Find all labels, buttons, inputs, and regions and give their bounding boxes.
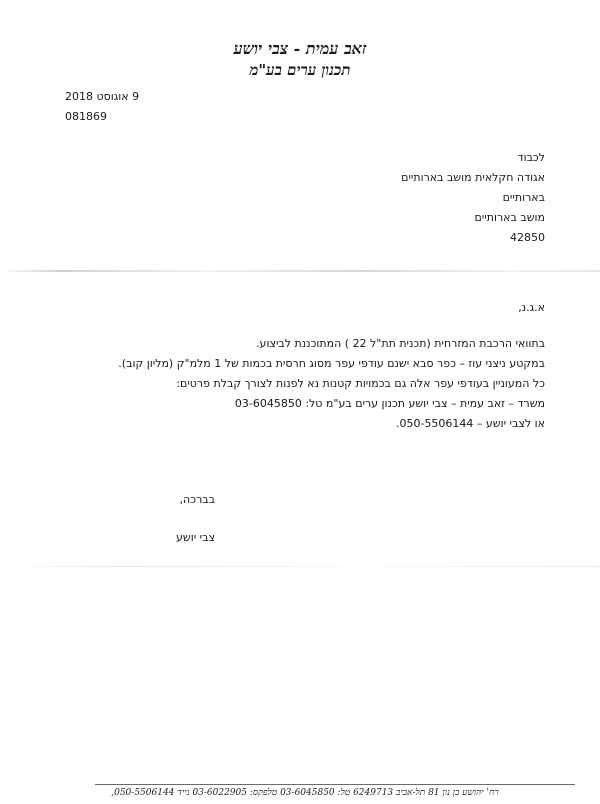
- body-line: כל המעוניין בעודפי עפר אלה גם בכמויות קטנות נא לפנות לצורך קבלת פרטים:: [176, 377, 545, 390]
- body-line: בתוואי הרכבת המזרחית (תכנית תת"ל 22 ) המתוכננת לביצוע.: [256, 337, 545, 350]
- letter-date: 9 אוגוסט 2018: [65, 90, 140, 103]
- letterhead: [0, 38, 600, 80]
- letter-reference-number: 081869: [65, 110, 107, 123]
- recipient-settlement: מושב בארותיים: [474, 211, 545, 224]
- footer-contact-line: רח' יהושע בן נון 81 תל-אביב 6249713 טל: 03-6045850 טלפקס: 03-6022905 נייד 050-5506144,: [111, 788, 499, 798]
- letterhead-company: תכנון ערים בע"מ: [249, 61, 351, 79]
- recipient-organization: אגודה חקלאית מושב בארותיים: [401, 171, 545, 184]
- body-line: או לצבי יושע – 050-5506144.: [395, 417, 545, 430]
- letter-body: [45, 334, 545, 434]
- footer-divider: [95, 784, 575, 785]
- letter-closing: בברכה,: [179, 493, 215, 506]
- recipient-salutation: לכבוד: [517, 151, 545, 164]
- body-line: משרד – זאב עמית – צבי יושע תכנון ערים בע"מ טל: 03-6045850: [234, 397, 545, 410]
- scan-artifact-line: [0, 566, 600, 567]
- recipient-locality: בארותיים: [502, 191, 545, 204]
- recipient-postal-code: 42850: [510, 231, 545, 244]
- letter-signature: צבי יושע: [176, 531, 215, 544]
- scan-artifact-line: [0, 270, 600, 272]
- body-line: במקטע ניצני עוז – כפר סבא ישנם עודפי עפר מסוג חרסית בכמות של 1 מלמ"ק (מליון קוב).: [118, 357, 545, 370]
- recipient-address: [401, 148, 545, 248]
- letterhead-names: זאב עמית - צבי יושע: [233, 39, 367, 58]
- letter-greeting: א.ג.נ,: [518, 301, 545, 314]
